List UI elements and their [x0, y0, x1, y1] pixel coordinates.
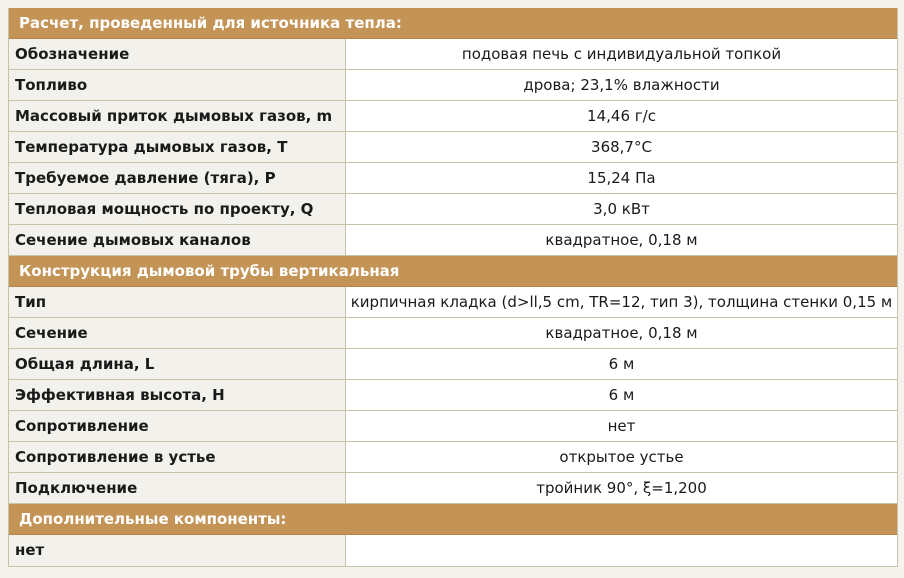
row-label: Топливо — [9, 70, 346, 100]
row-value: 6 м — [346, 349, 897, 379]
row-value: квадратное, 0,18 м — [346, 225, 897, 255]
row-value — [346, 535, 897, 566]
table-row — [9, 132, 897, 163]
row-value: открытое устье — [346, 442, 897, 472]
row-value: 368,7°C — [346, 132, 897, 162]
row-label: Сопротивление в устье — [9, 442, 346, 472]
row-label: Обозначение — [9, 39, 346, 69]
row-value: нет — [346, 411, 897, 441]
row-label: Массовый приток дымовых газов, m — [9, 101, 346, 131]
section-header-heat-source: Расчет, проведенный для источника тепла: — [9, 8, 897, 39]
table-row — [9, 535, 897, 566]
row-label: нет — [9, 535, 346, 566]
row-label: Сечение дымовых каналов — [9, 225, 346, 255]
table-row — [9, 163, 897, 194]
table-row — [9, 287, 897, 318]
table-row — [9, 473, 897, 504]
table-row — [9, 101, 897, 132]
row-value: 15,24 Па — [346, 163, 897, 193]
table-row — [9, 442, 897, 473]
table-row — [9, 318, 897, 349]
row-label: Общая длина, L — [9, 349, 346, 379]
table-row — [9, 411, 897, 442]
table-row — [9, 70, 897, 101]
table-row — [9, 194, 897, 225]
row-value: кирпичная кладка (d>ll,5 cm, TR=12, тип 3), толщина стенки 0,15 м — [346, 287, 897, 317]
table-row — [9, 225, 897, 256]
row-value: тройник 90°, ξ=1,200 — [346, 473, 897, 503]
row-value: 14,46 г/с — [346, 101, 897, 131]
results-table — [8, 8, 898, 567]
row-value: подовая печь с индивидуальной топкой — [346, 39, 897, 69]
row-label: Тип — [9, 287, 346, 317]
row-label: Температура дымовых газов, T — [9, 132, 346, 162]
row-label: Тепловая мощность по проекту, Q — [9, 194, 346, 224]
row-label: Эффективная высота, H — [9, 380, 346, 410]
row-label: Сечение — [9, 318, 346, 348]
row-value: 6 м — [346, 380, 897, 410]
row-value: квадратное, 0,18 м — [346, 318, 897, 348]
table-row — [9, 349, 897, 380]
section-header-additional-components: Дополнительные компоненты: — [9, 504, 897, 535]
table-row — [9, 380, 897, 411]
section-header-chimney-construction: Конструкция дымовой трубы вертикальная — [9, 256, 897, 287]
row-value: дрова; 23,1% влажности — [346, 70, 897, 100]
row-label: Подключение — [9, 473, 346, 503]
table-row — [9, 39, 897, 70]
row-label: Требуемое давление (тяга), P — [9, 163, 346, 193]
row-label: Сопротивление — [9, 411, 346, 441]
row-value: 3,0 кВт — [346, 194, 897, 224]
